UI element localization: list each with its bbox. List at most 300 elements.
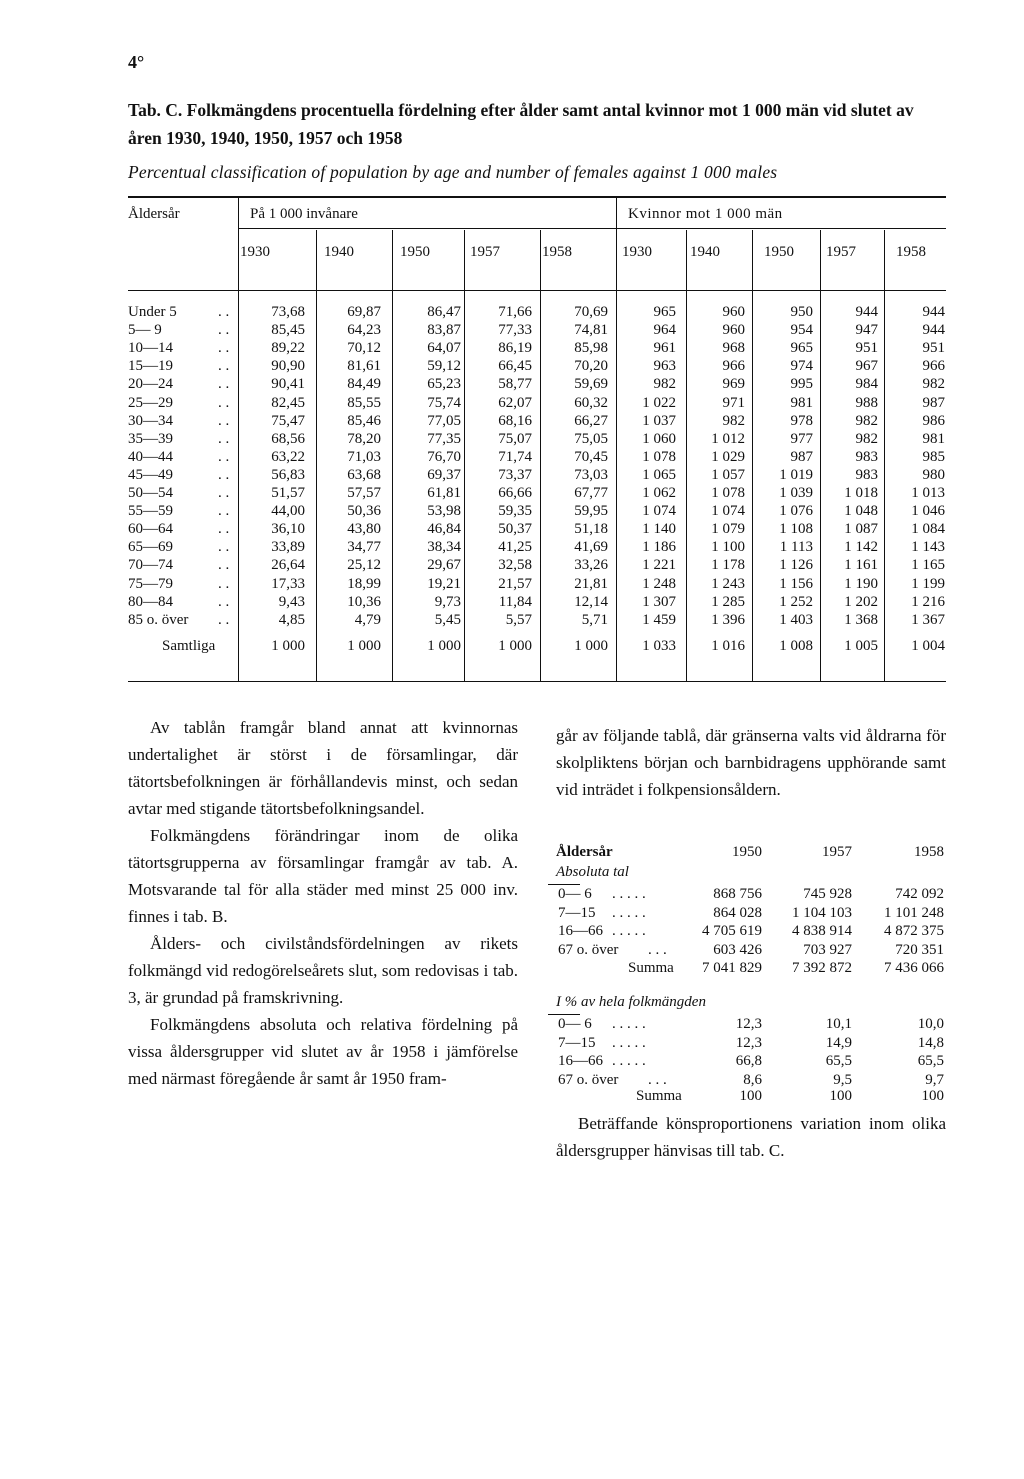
- table-cell: 25,12: [347, 557, 381, 574]
- leader-dots: . . .: [648, 941, 667, 958]
- table-cell: 36,10: [271, 521, 305, 538]
- table-cell: 9,43: [278, 593, 305, 610]
- leader-dots: . .: [218, 521, 230, 538]
- table-cell: 1 057: [711, 466, 745, 483]
- leader-dots: . . . . .: [612, 904, 646, 921]
- summary-cell: 65,5: [917, 1053, 944, 1069]
- table-cell: 1 087: [844, 521, 878, 538]
- table-cell: 46,84: [427, 521, 461, 538]
- row-label: 5— 9: [128, 322, 162, 339]
- right-closing-text: Beträffande könsproportionens variation inom olika åldersgrupper hänvisas till tab. C.: [556, 1114, 946, 1160]
- table-cell: 1 018: [844, 485, 878, 501]
- table-cell: 34,77: [347, 539, 381, 556]
- table-cell: 1 186: [642, 539, 676, 556]
- table-cell: 1 108: [779, 521, 813, 538]
- table-cell: 38,34: [427, 539, 461, 556]
- year-header: 1940: [324, 244, 354, 260]
- table-cell: 1 000: [498, 638, 532, 654]
- table-cell: 66,45: [498, 358, 532, 375]
- right-intro-text: går av följande tablå, där gränserna valts vid åldrarna för skolpliktens början och barnbidragens upphörande samt vid inträdet i folkpensionsåldern.: [556, 726, 946, 799]
- summary-cell: 603 426: [713, 941, 762, 958]
- table-cell: 64,07: [427, 340, 461, 357]
- table-cell: 1 029: [711, 448, 745, 465]
- table-cell: 50,36: [347, 503, 381, 520]
- table-cell: 41,25: [498, 539, 532, 556]
- header-bottom-rule: [128, 290, 946, 291]
- table-cell: 965: [790, 340, 813, 357]
- leader-dots: . .: [218, 340, 230, 357]
- table-cell: 960: [722, 304, 745, 320]
- leader-dots: . .: [218, 611, 230, 628]
- table-cell: 1 459: [642, 611, 676, 628]
- table-cell: 51,18: [574, 521, 608, 538]
- row-label: 70—74: [128, 557, 173, 574]
- table-cell: 57,57: [347, 485, 381, 501]
- table-cell: 983: [855, 466, 878, 483]
- percent-section-header: I % av hela folkmängden: [556, 994, 706, 1010]
- table-cell: 984: [855, 376, 878, 393]
- table-cell: 53,98: [427, 503, 461, 520]
- summary-cell: 703 927: [803, 941, 852, 958]
- table-cell: 974: [790, 358, 813, 375]
- table-cell: 32,58: [498, 557, 532, 574]
- summary-row-label: 67 o. över: [558, 941, 619, 958]
- table-cell: 950: [790, 304, 813, 320]
- table-cell: 70,69: [574, 304, 608, 320]
- table-cell: 5,71: [581, 611, 608, 628]
- table-cell: 1 004: [911, 638, 945, 654]
- table-cell: 76,70: [427, 448, 461, 465]
- table-cell: 18,99: [347, 575, 381, 592]
- table-cell: 1 403: [779, 611, 813, 628]
- row-label: 20—24: [128, 376, 173, 393]
- table-cell: 1 161: [844, 557, 878, 574]
- summary-cell: 1 104 103: [792, 904, 852, 921]
- leader-dots: . .: [218, 430, 230, 447]
- table-cell: 963: [653, 358, 676, 375]
- table-cell: 29,67: [427, 557, 461, 574]
- table-cell: 1 078: [711, 485, 745, 501]
- table-cell: 21,57: [498, 575, 532, 592]
- table-cell: 967: [855, 358, 878, 375]
- table-cell: 1 016: [711, 638, 745, 654]
- table-cell: 1 076: [779, 503, 813, 520]
- summary-cell: 720 351: [895, 941, 944, 958]
- table-cell: 971: [722, 394, 745, 411]
- leader-dots: . . . . .: [612, 1053, 646, 1069]
- leader-dots: . .: [218, 539, 230, 556]
- table-cell: 951: [922, 340, 945, 357]
- table-cell: 9,73: [434, 593, 461, 610]
- table-cell: 70,12: [347, 340, 381, 357]
- table-cell: 69,87: [347, 304, 381, 320]
- summary-cell: 1 101 248: [884, 904, 944, 921]
- table-cell: 965: [653, 304, 676, 320]
- table-cell: 988: [855, 394, 878, 411]
- table-cell: 77,05: [427, 412, 461, 429]
- leader-dots: . .: [218, 466, 230, 483]
- table-cell: 966: [922, 358, 945, 375]
- table-cell: 986: [922, 412, 945, 429]
- summary-cell: 4 838 914: [792, 923, 852, 939]
- summary-cell: 8,6: [743, 1071, 762, 1088]
- row-label: 25—29: [128, 394, 173, 411]
- table-cell: 86,19: [498, 340, 532, 357]
- table-cell: 59,35: [498, 503, 532, 520]
- table-cell: 981: [922, 430, 945, 447]
- summary-sum-cell: 100: [829, 1088, 852, 1104]
- table-cell: 1 000: [427, 638, 461, 654]
- table-cell: 84,49: [347, 376, 381, 393]
- summary-row-label: 67 o. över: [558, 1071, 619, 1088]
- table-cell: 982: [722, 412, 745, 429]
- table-cell: 1 178: [711, 557, 745, 574]
- table-cell: 50,37: [498, 521, 532, 538]
- year-header: 1950: [764, 244, 794, 260]
- table-cell: 73,03: [574, 466, 608, 483]
- table-cell: 995: [790, 376, 813, 393]
- summary-cell: 745 928: [803, 886, 852, 902]
- row-label: 60—64: [128, 521, 173, 538]
- year-header: 1958: [896, 244, 926, 260]
- table-cell: 33,89: [271, 539, 305, 556]
- table-cell: 1 100: [711, 539, 745, 556]
- table-cell: 1 079: [711, 521, 745, 538]
- table-cell: 19,21: [427, 575, 461, 592]
- section-rule: [548, 884, 580, 885]
- table-cell: 4,85: [278, 611, 305, 628]
- table-cell: 1 126: [779, 557, 813, 574]
- table-cell: 1 165: [911, 557, 945, 574]
- summary-cell: 864 028: [713, 904, 762, 921]
- paragraph-2: Folkmängdens förändringar inom de olika tätortsgrupperna av församlingar framgår av tab. A. Motsvarande tal för alla städer med minst 25 000 inv. finnes i tab. B.: [128, 826, 518, 926]
- table-cell: 1 156: [779, 575, 813, 592]
- group-header-rule: [238, 228, 946, 229]
- table-cell: 1 005: [844, 638, 878, 654]
- table-cell: 1 396: [711, 611, 745, 628]
- table-cell: 978: [790, 412, 813, 429]
- table-cell: 17,33: [271, 575, 305, 592]
- leader-dots: . .: [218, 322, 230, 339]
- table-cell: 26,64: [271, 557, 305, 574]
- table-cell: 63,68: [347, 466, 381, 483]
- leader-dots: . .: [218, 358, 230, 375]
- table-cell: 56,83: [271, 466, 305, 483]
- table-cell: 1 013: [911, 485, 945, 501]
- summary-cell: 65,5: [825, 1053, 852, 1069]
- summary-row-label: 16—66: [558, 1053, 603, 1069]
- table-cell: 1 033: [642, 638, 676, 654]
- table-cell: 1 048: [844, 503, 878, 520]
- table-cell: 982: [855, 430, 878, 447]
- table-cell: 966: [722, 358, 745, 375]
- table-cell: 1 000: [347, 638, 381, 654]
- summary-sum-cell: 7 392 872: [792, 960, 852, 976]
- table-cell: 63,22: [271, 448, 305, 465]
- row-label: 45—49: [128, 466, 173, 483]
- table-cell: 982: [653, 376, 676, 393]
- table-cell: 951: [855, 340, 878, 357]
- summary-year-header: 1950: [732, 844, 762, 860]
- table-cell: 75,74: [427, 394, 461, 411]
- paragraph-1: Av tablån framgår bland annat att kvinnornas undertalighet är störst i de församlingar, där tätortsbefolkningen är förhållandevis minst, och sedan avtar med stigande tätortsbefolkningsandel.: [128, 718, 518, 818]
- table-cell: 981: [790, 394, 813, 411]
- table-cell: 1 216: [911, 593, 945, 610]
- table-cell: 944: [922, 322, 945, 339]
- leader-dots: . .: [218, 394, 230, 411]
- summary-cell: 10,1: [825, 1016, 852, 1032]
- summary-cell: 742 092: [895, 886, 944, 902]
- summary-row-label: 0— 6: [558, 1016, 592, 1032]
- table-cell: 980: [922, 466, 945, 483]
- year-header: 1930: [622, 244, 652, 260]
- table-cell: 77,35: [427, 430, 461, 447]
- section-rule: [548, 1014, 580, 1015]
- table-cell: 1 199: [911, 575, 945, 592]
- year-header: 1957: [470, 244, 500, 260]
- summary-sum-label: Summa: [628, 960, 674, 976]
- table-cell: 75,07: [498, 430, 532, 447]
- table-cell: 75,05: [574, 430, 608, 447]
- table-cell: 1 142: [844, 539, 878, 556]
- row-label: 65—69: [128, 539, 173, 556]
- table-cell: 1 046: [911, 503, 945, 520]
- summary-cell: 4 872 375: [884, 923, 944, 939]
- table-cell: 90,41: [271, 376, 305, 393]
- table-cell: 68,16: [498, 412, 532, 429]
- leader-dots: . .: [218, 593, 230, 610]
- summary-stub-header: Åldersår: [556, 844, 613, 860]
- table-cell: 71,66: [498, 304, 532, 320]
- table-cell: 987: [790, 448, 813, 465]
- table-cell: 1 078: [642, 448, 676, 465]
- table-cell: 1 113: [779, 539, 813, 556]
- summary-row-label: 16—66: [558, 923, 603, 939]
- table-cell: 1 000: [574, 638, 608, 654]
- leader-dots: . .: [218, 304, 230, 320]
- row-label: 80—84: [128, 593, 173, 610]
- table-cell: 74,81: [574, 322, 608, 339]
- left-text-column: [128, 714, 518, 1092]
- table-cell: 12,14: [574, 593, 608, 610]
- summary-row-label: 0— 6: [558, 886, 592, 902]
- leader-dots: . . . . .: [612, 923, 646, 939]
- table-cell: 41,69: [574, 539, 608, 556]
- table-cell: 954: [790, 322, 813, 339]
- table-cell: 85,98: [574, 340, 608, 357]
- table-cell: 947: [855, 322, 878, 339]
- table-cell: 85,45: [271, 322, 305, 339]
- year-header: 1950: [400, 244, 430, 260]
- table-cell: 1 065: [642, 466, 676, 483]
- year-header: 1958: [542, 244, 572, 260]
- summary-row-label: 7—15: [558, 904, 596, 921]
- table-cell: 1 221: [642, 557, 676, 574]
- table-bottom-rule: [128, 681, 946, 682]
- table-cell: 73,68: [271, 304, 305, 320]
- table-cell: 1 307: [642, 593, 676, 610]
- table-cell: 66,66: [498, 485, 532, 501]
- table-cell: 1 022: [642, 394, 676, 411]
- table-cell: 62,07: [498, 394, 532, 411]
- table-title: Tab. C. Folkmängdens procentuella fördelning efter ålder samt antal kvinnor mot 1 000 män vid slutet av åren 1930, 1940, 1950, 1957 och 1958: [128, 100, 914, 148]
- summary-cell: 14,9: [825, 1034, 852, 1051]
- table-cell: 67,77: [574, 485, 608, 501]
- table-cell: 10,36: [347, 593, 381, 610]
- table-top-rule: [128, 196, 946, 198]
- table-cell: 5,45: [434, 611, 461, 628]
- table-cell: 983: [855, 448, 878, 465]
- leader-dots: . . .: [648, 1071, 667, 1088]
- leader-dots: . .: [218, 575, 230, 592]
- leader-dots: . . . . .: [612, 886, 646, 902]
- table-cell: 21,81: [574, 575, 608, 592]
- table-cell: 82,45: [271, 394, 305, 411]
- table-cell: 69,37: [427, 466, 461, 483]
- table-cell: 66,27: [574, 412, 608, 429]
- table-cell: 59,95: [574, 503, 608, 520]
- table-cell: 1 000: [271, 638, 305, 654]
- row-label: 50—54: [128, 485, 173, 501]
- row-label: Samtliga: [162, 638, 216, 654]
- summary-cell: 9,5: [833, 1071, 852, 1088]
- table-cell: 51,57: [271, 485, 305, 501]
- table-subtitle: Percentual classification of population by age and number of females against 1 000 males: [128, 162, 778, 182]
- summary-cell: 12,3: [735, 1016, 762, 1032]
- table-cell: 90,90: [271, 358, 305, 375]
- table-cell: 977: [790, 430, 813, 447]
- table-cell: 70,20: [574, 358, 608, 375]
- table-cell: 86,47: [427, 304, 461, 320]
- table-cell: 982: [855, 412, 878, 429]
- table-cell: 65,23: [427, 376, 461, 393]
- row-label: 85 o. över: [128, 611, 189, 628]
- table-cell: 75,47: [271, 412, 305, 429]
- stub-header: Åldersår: [128, 206, 180, 222]
- table-cell: 70,45: [574, 448, 608, 465]
- table-cell: 5,57: [505, 611, 532, 628]
- summary-row-label: 7—15: [558, 1034, 596, 1051]
- table-cell: 1 252: [779, 593, 813, 610]
- table-cell: 71,74: [498, 448, 532, 465]
- leader-dots: . .: [218, 412, 230, 429]
- table-cell: 1 060: [642, 430, 676, 447]
- table-cell: 77,33: [498, 322, 532, 339]
- table-cell: 1 074: [711, 503, 745, 520]
- summary-year-header: 1957: [822, 844, 852, 860]
- table-cell: 59,69: [574, 376, 608, 393]
- year-header: 1930: [240, 244, 270, 260]
- table-cell: 60,32: [574, 394, 608, 411]
- summary-sum-cell: 7 436 066: [884, 960, 944, 976]
- table-cell: 1 062: [642, 485, 676, 501]
- summary-sum-cell: 100: [921, 1088, 944, 1104]
- table-cell: 1 285: [711, 593, 745, 610]
- table-cell: 1 084: [911, 521, 945, 538]
- table-cell: 4,79: [354, 611, 381, 628]
- table-cell: 944: [855, 304, 878, 320]
- leader-dots: . .: [218, 503, 230, 520]
- table-cell: 985: [922, 448, 945, 465]
- table-cell: 1 202: [844, 593, 878, 610]
- row-label: 55—59: [128, 503, 173, 520]
- table-cell: 944: [922, 304, 945, 320]
- page-number: 4°: [128, 52, 145, 72]
- row-label: Under 5: [128, 304, 177, 320]
- table-cell: 1 008: [779, 638, 813, 654]
- table-cell: 78,20: [347, 430, 381, 447]
- table-cell: 968: [722, 340, 745, 357]
- table-cell: 960: [722, 322, 745, 339]
- table-cell: 961: [653, 340, 676, 357]
- table-cell: 11,84: [498, 593, 532, 610]
- year-header: 1957: [826, 244, 856, 260]
- table-cell: 1 074: [642, 503, 676, 520]
- row-label: 10—14: [128, 340, 173, 357]
- paragraph-4: Folkmängdens absoluta och relativa fördelning på vissa åldersgrupper vid slutet av år 1958 i jämförelse med närmast föregående år samt år 1950 fram-: [128, 1015, 518, 1088]
- table-cell: 1 190: [844, 575, 878, 592]
- absolute-section-header: Absoluta tal: [556, 864, 629, 880]
- table-cell: 85,46: [347, 412, 381, 429]
- paragraph-3: Ålders- och civilståndsfördelningen av rikets folkmängd vid redogörelseårets slut, som redovisas i tab. 3, är grundad på framskrivning.: [128, 934, 518, 1007]
- table-cell: 1 039: [779, 485, 813, 501]
- leader-dots: . . . . .: [612, 1034, 646, 1051]
- year-header: 1940: [690, 244, 720, 260]
- table-cell: 964: [653, 322, 676, 339]
- summary-cell: 10,0: [917, 1016, 944, 1032]
- row-label: 15—19: [128, 358, 173, 375]
- table-cell: 1 012: [711, 430, 745, 447]
- summary-cell: 66,8: [735, 1053, 762, 1069]
- table-cell: 85,55: [347, 394, 381, 411]
- table-cell: 987: [922, 394, 945, 411]
- summary-sum-cell: 7 041 829: [702, 960, 762, 976]
- row-label: 40—44: [128, 448, 173, 465]
- table-cell: 43,80: [347, 521, 381, 538]
- leader-dots: . . . . .: [612, 1016, 646, 1032]
- table-cell: 73,37: [498, 466, 532, 483]
- table-cell: 61,81: [427, 485, 461, 501]
- summary-cell: 14,8: [917, 1034, 944, 1051]
- table-cell: 89,22: [271, 340, 305, 357]
- summary-sum-label: Summa: [636, 1088, 682, 1104]
- group-header-per-1000: På 1 000 invånare: [250, 206, 358, 222]
- table-cell: 1 019: [779, 466, 813, 483]
- table-cell: 1 367: [911, 611, 945, 628]
- table-cell: 982: [922, 376, 945, 393]
- summary-sum-cell: 100: [739, 1088, 762, 1104]
- summary-cell: 4 705 619: [702, 923, 762, 939]
- table-cell: 1 143: [911, 539, 945, 556]
- table-cell: 44,00: [271, 503, 305, 520]
- table-cell: 1 140: [642, 521, 676, 538]
- table-cell: 33,26: [574, 557, 608, 574]
- table-cell: 969: [722, 376, 745, 393]
- table-cell: 1 248: [642, 575, 676, 592]
- row-label: 75—79: [128, 575, 173, 592]
- table-cell: 64,23: [347, 322, 381, 339]
- table-cell: 59,12: [427, 358, 461, 375]
- leader-dots: . .: [218, 485, 230, 501]
- summary-year-header: 1958: [914, 844, 944, 860]
- summary-cell: 9,7: [925, 1071, 944, 1088]
- group-header-females-per-1000-males: Kvinnor mot 1 000 män: [628, 206, 783, 222]
- row-label: 35—39: [128, 430, 173, 447]
- leader-dots: . .: [218, 376, 230, 393]
- table-cell: 68,56: [271, 430, 305, 447]
- table-cell: 71,03: [347, 448, 381, 465]
- table-cell: 1 243: [711, 575, 745, 592]
